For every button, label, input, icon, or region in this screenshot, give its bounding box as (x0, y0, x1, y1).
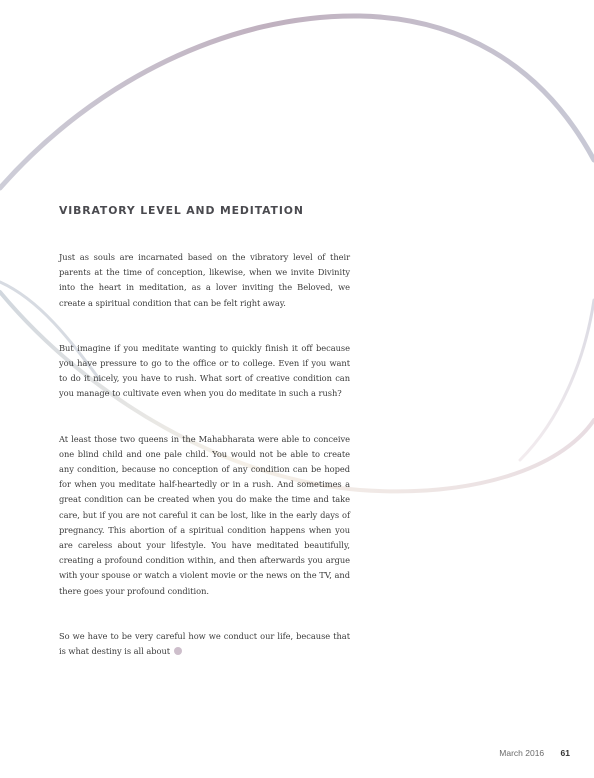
end-of-article-dot-icon (174, 647, 182, 655)
article-paragraph-final (59, 629, 350, 659)
page-number: 61 (560, 748, 570, 758)
article-paragraph: But imagine if you meditate wanting to quickly finish it off because you have pressure to go to the office or to college. Even if you want to do it nicely, you have to rush. What sort of creative condition can you manage to cultivate even when you do meditate in such a rush? (59, 342, 350, 399)
article-paragraph-text: So we have to be very careful how we conduct our life, because that is what destiny is all about (59, 630, 350, 657)
article-paragraph: Just as souls are incarnated based on the vibratory level of their parents at the time of conception, likewise, when we invite Divinity into the heart in meditation, as a lover inviting the Beloved, we create a spiritual condition that can be felt right away. (59, 252, 350, 308)
swirl-upper-arc (0, 16, 594, 188)
page-footer (499, 748, 570, 758)
issue-date: March 2016 (499, 748, 545, 758)
article-heading: VIBRATORY LEVEL AND MEDITATION (59, 204, 304, 217)
article-body (59, 250, 350, 659)
article-paragraph: At least those two queens in the Mahabharata were able to conceive one blind child and one pale child. You would not be able to create any condition, because no conception of any condition can be hoped for when you meditate half-heartedly or in a rush. And sometimes a great condition can be created when you do make the time and take care, but if you are not careful it can be lost, like in the early days of pregnancy. This abortion of a spiritual condition happens when you are careless about your lifestyle. You have meditated beautifully, creating a profound condition within, and then afterwards you argue with your spouse or watch a violent movie or the news on the TV, and there goes your profound condition. (59, 433, 350, 596)
